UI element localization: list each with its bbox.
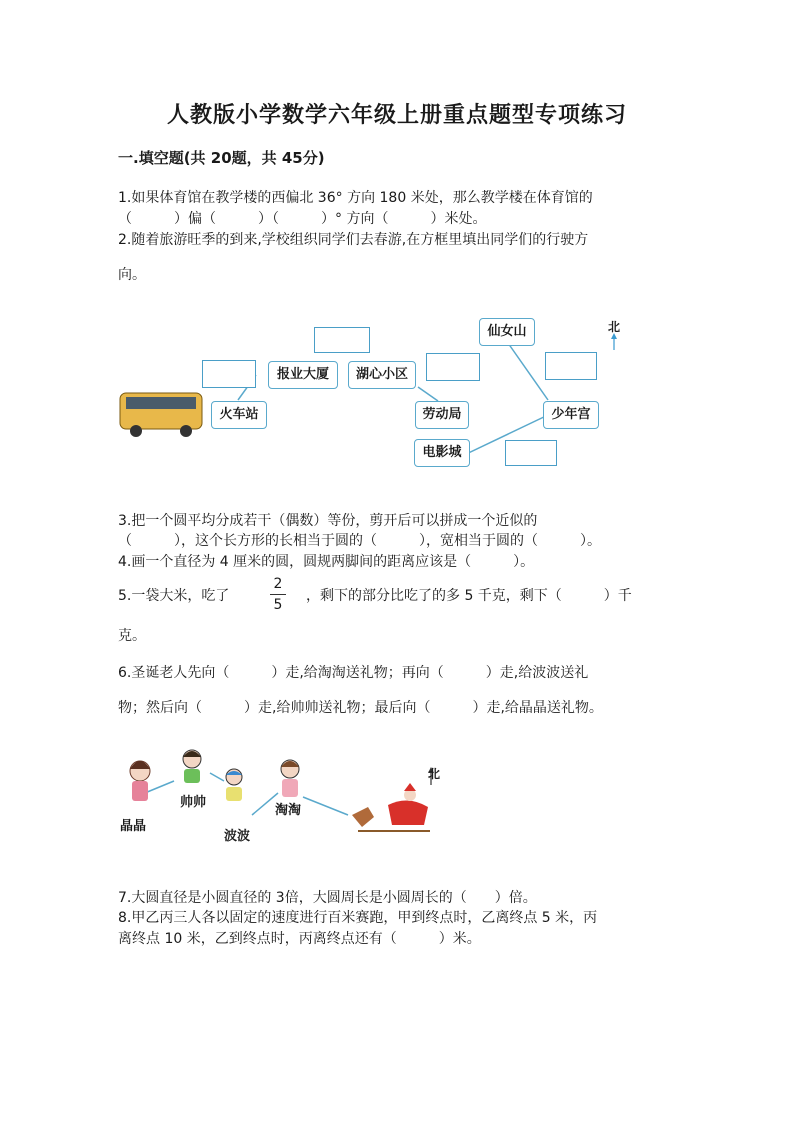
question-1-line-2: （ ）偏（ ）（ ）° 方向（ ）米处。	[118, 211, 487, 227]
route-map-figure	[118, 315, 638, 475]
name-bobo: 波波	[224, 829, 251, 844]
answer-box[interactable]	[545, 352, 597, 380]
question-7: 7.大圆直径是小圆直径的 3倍，大圆周长是小圆周长的（ ）倍。	[118, 890, 537, 906]
santa-sleigh-icon	[352, 783, 430, 831]
question-8-line-1: 8.甲乙丙三人各以固定的速度进行百米赛跑，甲到终点时，乙离终点 5 米，丙	[118, 910, 598, 926]
answer-box[interactable]	[505, 440, 557, 466]
question-5-after: ，剩下的部分比吃了的多 5 千克，剩下（ ）千	[306, 588, 632, 604]
fraction-denominator: 5	[273, 597, 283, 613]
question-1-line-1: 1.如果体育馆在教学楼的西偏北 36° 方向 180 米处，那么教学楼在体育馆的	[118, 190, 593, 206]
page-title: 人教版小学数学六年级上册重点题型专项练习	[166, 103, 627, 128]
name-shuaishuai: 帅帅	[180, 795, 207, 810]
name-jingjing: 晶晶	[120, 819, 147, 834]
fraction	[268, 576, 288, 613]
question-2-line-1: 2.随着旅游旺季的到来,学校组织同学们去春游,在方框里填出同学们的行驶方	[118, 232, 589, 248]
answer-box[interactable]	[314, 327, 370, 353]
fraction-numerator: 2	[273, 576, 283, 592]
place-station: 火车站	[211, 401, 267, 429]
north-label: 北	[608, 320, 621, 334]
place-newspaper-building: 报业大厦	[268, 361, 338, 389]
question-5-before: 5.一袋大米，吃了	[118, 588, 230, 604]
question-8-line-2: 离终点 10 米，乙到终点时，丙离终点还有（ ）米。	[118, 931, 481, 947]
section-heading: 一.填空题(共 20题，共 45分)	[118, 149, 325, 167]
question-6-line-1: 6.圣诞老人先向（ ）走,给淘淘送礼物；再向（ ）走,给波波送礼	[118, 665, 589, 681]
answer-box[interactable]	[426, 353, 480, 381]
question-3-line-1: 3.把一个圆平均分成若干（偶数）等份，剪开后可以拼成一个近似的	[118, 513, 538, 529]
place-cinema: 电影城	[414, 439, 470, 467]
north-label: 北	[428, 767, 441, 781]
girl-jingjing-icon	[130, 761, 150, 801]
bus-icon	[120, 393, 202, 437]
place-lakeside-community: 湖心小区	[348, 361, 416, 389]
place-youth-palace: 少年宫	[543, 401, 599, 429]
girl-taotao-icon	[281, 760, 299, 797]
place-fairy-mountain: 仙女山	[479, 318, 535, 346]
question-6-line-2: 物；然后向（ ）走,给帅帅送礼物；最后向（ ）走,给晶晶送礼物。	[118, 700, 603, 716]
child-bobo-icon	[226, 769, 242, 801]
question-5-line-2: 克。	[118, 628, 146, 644]
santa-route-figure	[118, 745, 448, 845]
name-taotao: 淘淘	[275, 803, 302, 818]
place-labor-bureau: 劳动局	[415, 401, 469, 429]
question-4: 4.画一个直径为 4 厘米的圆，圆规两脚间的距离应该是（ ）。	[118, 554, 535, 570]
answer-box[interactable]	[202, 360, 256, 388]
boy-shuaishuai-icon	[183, 750, 201, 783]
question-3-line-2: （ ），这个长方形的长相当于圆的（ ），宽相当于圆的（ ）。	[118, 533, 601, 549]
question-2-line-2: 向。	[118, 267, 146, 283]
